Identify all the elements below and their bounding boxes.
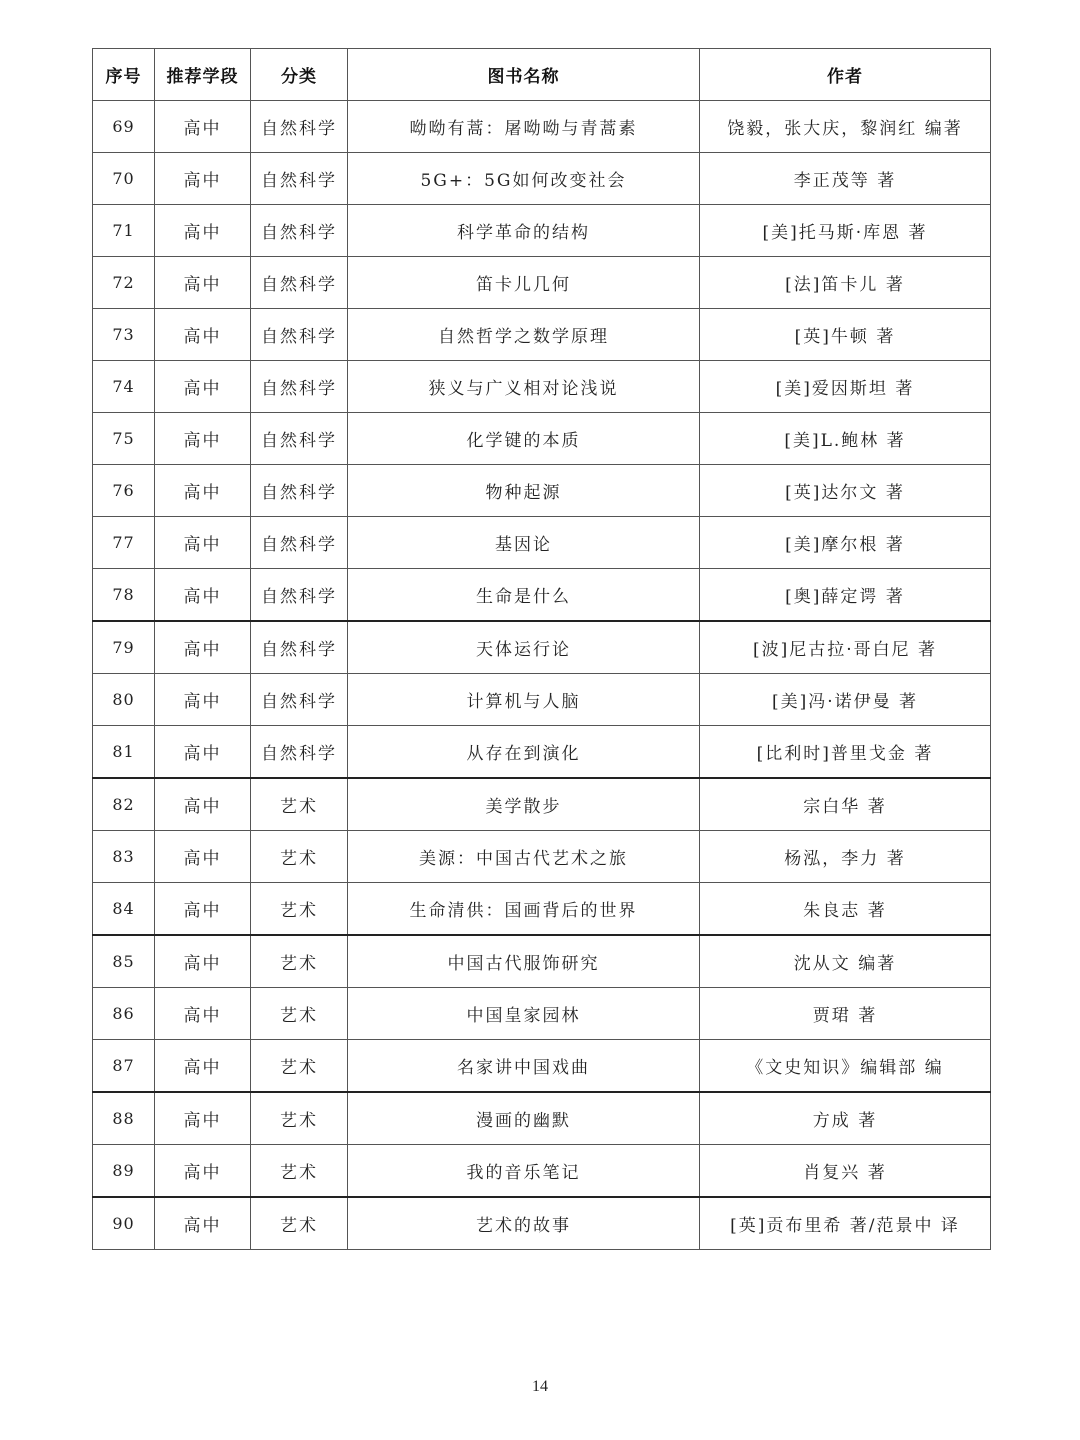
cell-title: 从存在到演化: [348, 726, 700, 779]
cell-no: 83: [93, 831, 155, 883]
cell-author: 饶毅，张大庆，黎润红 编著: [700, 101, 991, 153]
cell-category: 自然科学: [251, 621, 348, 674]
cell-no: 80: [93, 674, 155, 726]
cell-category: 艺术: [251, 1145, 348, 1198]
cell-author: 贾珺 著: [700, 988, 991, 1040]
cell-author: 李正茂等 著: [700, 153, 991, 205]
cell-category: 艺术: [251, 1092, 348, 1145]
cell-author: [美]托马斯·库恩 著: [700, 205, 991, 257]
cell-no: 73: [93, 309, 155, 361]
header-author: 作者: [700, 49, 991, 101]
cell-category: 自然科学: [251, 517, 348, 569]
cell-no: 90: [93, 1197, 155, 1250]
cell-stage: 高中: [155, 831, 251, 883]
header-stage: 推荐学段: [155, 49, 251, 101]
table-row: [93, 1040, 991, 1093]
cell-title: 美学散步: [348, 778, 700, 831]
cell-category: 艺术: [251, 1040, 348, 1093]
cell-author: [奥]薛定谔 著: [700, 569, 991, 622]
cell-title: 艺术的故事: [348, 1197, 700, 1250]
cell-author: 肖复兴 著: [700, 1145, 991, 1198]
cell-category: 自然科学: [251, 309, 348, 361]
cell-no: 69: [93, 101, 155, 153]
cell-no: 88: [93, 1092, 155, 1145]
cell-stage: 高中: [155, 1040, 251, 1093]
cell-category: 艺术: [251, 831, 348, 883]
cell-stage: 高中: [155, 517, 251, 569]
cell-title: 计算机与人脑: [348, 674, 700, 726]
cell-title: 呦呦有蒿：屠呦呦与青蒿素: [348, 101, 700, 153]
cell-no: 74: [93, 361, 155, 413]
table-row: [93, 935, 991, 988]
cell-category: 自然科学: [251, 569, 348, 622]
cell-author: 杨泓，李力 著: [700, 831, 991, 883]
table-row: [93, 465, 991, 517]
table-row: [93, 1145, 991, 1198]
cell-stage: 高中: [155, 413, 251, 465]
cell-title: 名家讲中国戏曲: [348, 1040, 700, 1093]
table-row: [93, 988, 991, 1040]
table-row: [93, 674, 991, 726]
cell-category: 自然科学: [251, 674, 348, 726]
cell-title: 科学革命的结构: [348, 205, 700, 257]
table-row: [93, 361, 991, 413]
cell-category: 自然科学: [251, 101, 348, 153]
cell-author: 沈从文 编著: [700, 935, 991, 988]
cell-stage: 高中: [155, 309, 251, 361]
cell-category: 自然科学: [251, 413, 348, 465]
cell-category: 艺术: [251, 1197, 348, 1250]
table-header-row: [93, 49, 991, 101]
cell-author: 方成 著: [700, 1092, 991, 1145]
table-row: [93, 1197, 991, 1250]
table-row: [93, 309, 991, 361]
cell-title: 我的音乐笔记: [348, 1145, 700, 1198]
cell-title: 物种起源: [348, 465, 700, 517]
book-list-table: [92, 48, 991, 1250]
cell-no: 71: [93, 205, 155, 257]
cell-stage: 高中: [155, 205, 251, 257]
table-row: [93, 517, 991, 569]
cell-stage: 高中: [155, 569, 251, 622]
cell-title: 化学键的本质: [348, 413, 700, 465]
cell-no: 87: [93, 1040, 155, 1093]
cell-category: 自然科学: [251, 257, 348, 309]
cell-author: 《文史知识》编辑部 编: [700, 1040, 991, 1093]
cell-stage: 高中: [155, 153, 251, 205]
cell-stage: 高中: [155, 726, 251, 779]
cell-title: 天体运行论: [348, 621, 700, 674]
cell-title: 狭义与广义相对论浅说: [348, 361, 700, 413]
cell-title: 自然哲学之数学原理: [348, 309, 700, 361]
cell-category: 自然科学: [251, 726, 348, 779]
cell-stage: 高中: [155, 883, 251, 936]
table-row: [93, 257, 991, 309]
cell-title: 5G+：5G如何改变社会: [348, 153, 700, 205]
cell-no: 89: [93, 1145, 155, 1198]
table-row: [93, 778, 991, 831]
cell-title: 中国皇家园林: [348, 988, 700, 1040]
cell-no: 72: [93, 257, 155, 309]
table-row: [93, 205, 991, 257]
cell-title: 生命清供：国画背后的世界: [348, 883, 700, 936]
cell-category: 艺术: [251, 778, 348, 831]
cell-category: 自然科学: [251, 205, 348, 257]
cell-no: 77: [93, 517, 155, 569]
cell-author: [法]笛卡儿 著: [700, 257, 991, 309]
table-row: [93, 831, 991, 883]
cell-stage: 高中: [155, 674, 251, 726]
cell-stage: 高中: [155, 101, 251, 153]
cell-category: 自然科学: [251, 153, 348, 205]
table-row: [93, 153, 991, 205]
cell-author: [美]爱因斯坦 著: [700, 361, 991, 413]
cell-author: [英]达尔文 著: [700, 465, 991, 517]
table-row: [93, 569, 991, 622]
cell-title: 漫画的幽默: [348, 1092, 700, 1145]
cell-category: 艺术: [251, 935, 348, 988]
header-no: 序号: [93, 49, 155, 101]
cell-author: 朱良志 著: [700, 883, 991, 936]
header-title: 图书名称: [348, 49, 700, 101]
table-row: [93, 1092, 991, 1145]
table-row: [93, 413, 991, 465]
cell-stage: 高中: [155, 465, 251, 517]
cell-author: [美]摩尔根 著: [700, 517, 991, 569]
table-row: [93, 726, 991, 779]
cell-stage: 高中: [155, 361, 251, 413]
header-category: 分类: [251, 49, 348, 101]
cell-stage: 高中: [155, 988, 251, 1040]
cell-author: [美]冯·诺伊曼 著: [700, 674, 991, 726]
cell-title: 笛卡儿几何: [348, 257, 700, 309]
cell-author: [比利时]普里戈金 著: [700, 726, 991, 779]
cell-author: [美]L.鲍林 著: [700, 413, 991, 465]
cell-stage: 高中: [155, 778, 251, 831]
cell-no: 75: [93, 413, 155, 465]
cell-stage: 高中: [155, 1145, 251, 1198]
cell-author: [英]贡布里希 著/范景中 译: [700, 1197, 991, 1250]
cell-author: [波]尼古拉·哥白尼 著: [700, 621, 991, 674]
cell-no: 78: [93, 569, 155, 622]
cell-author: [英]牛顿 著: [700, 309, 991, 361]
cell-title: 美源：中国古代艺术之旅: [348, 831, 700, 883]
cell-no: 84: [93, 883, 155, 936]
cell-no: 85: [93, 935, 155, 988]
cell-stage: 高中: [155, 257, 251, 309]
table-row: [93, 101, 991, 153]
cell-category: 自然科学: [251, 465, 348, 517]
cell-stage: 高中: [155, 1092, 251, 1145]
cell-stage: 高中: [155, 935, 251, 988]
table-row: [93, 621, 991, 674]
cell-no: 81: [93, 726, 155, 779]
page-number: 14: [532, 1378, 548, 1395]
cell-no: 70: [93, 153, 155, 205]
cell-category: 自然科学: [251, 361, 348, 413]
cell-stage: 高中: [155, 621, 251, 674]
cell-title: 中国古代服饰研究: [348, 935, 700, 988]
cell-author: 宗白华 著: [700, 778, 991, 831]
cell-no: 82: [93, 778, 155, 831]
cell-title: 生命是什么: [348, 569, 700, 622]
cell-category: 艺术: [251, 883, 348, 936]
cell-no: 86: [93, 988, 155, 1040]
cell-stage: 高中: [155, 1197, 251, 1250]
cell-no: 79: [93, 621, 155, 674]
table-row: [93, 883, 991, 936]
cell-title: 基因论: [348, 517, 700, 569]
cell-no: 76: [93, 465, 155, 517]
cell-category: 艺术: [251, 988, 348, 1040]
